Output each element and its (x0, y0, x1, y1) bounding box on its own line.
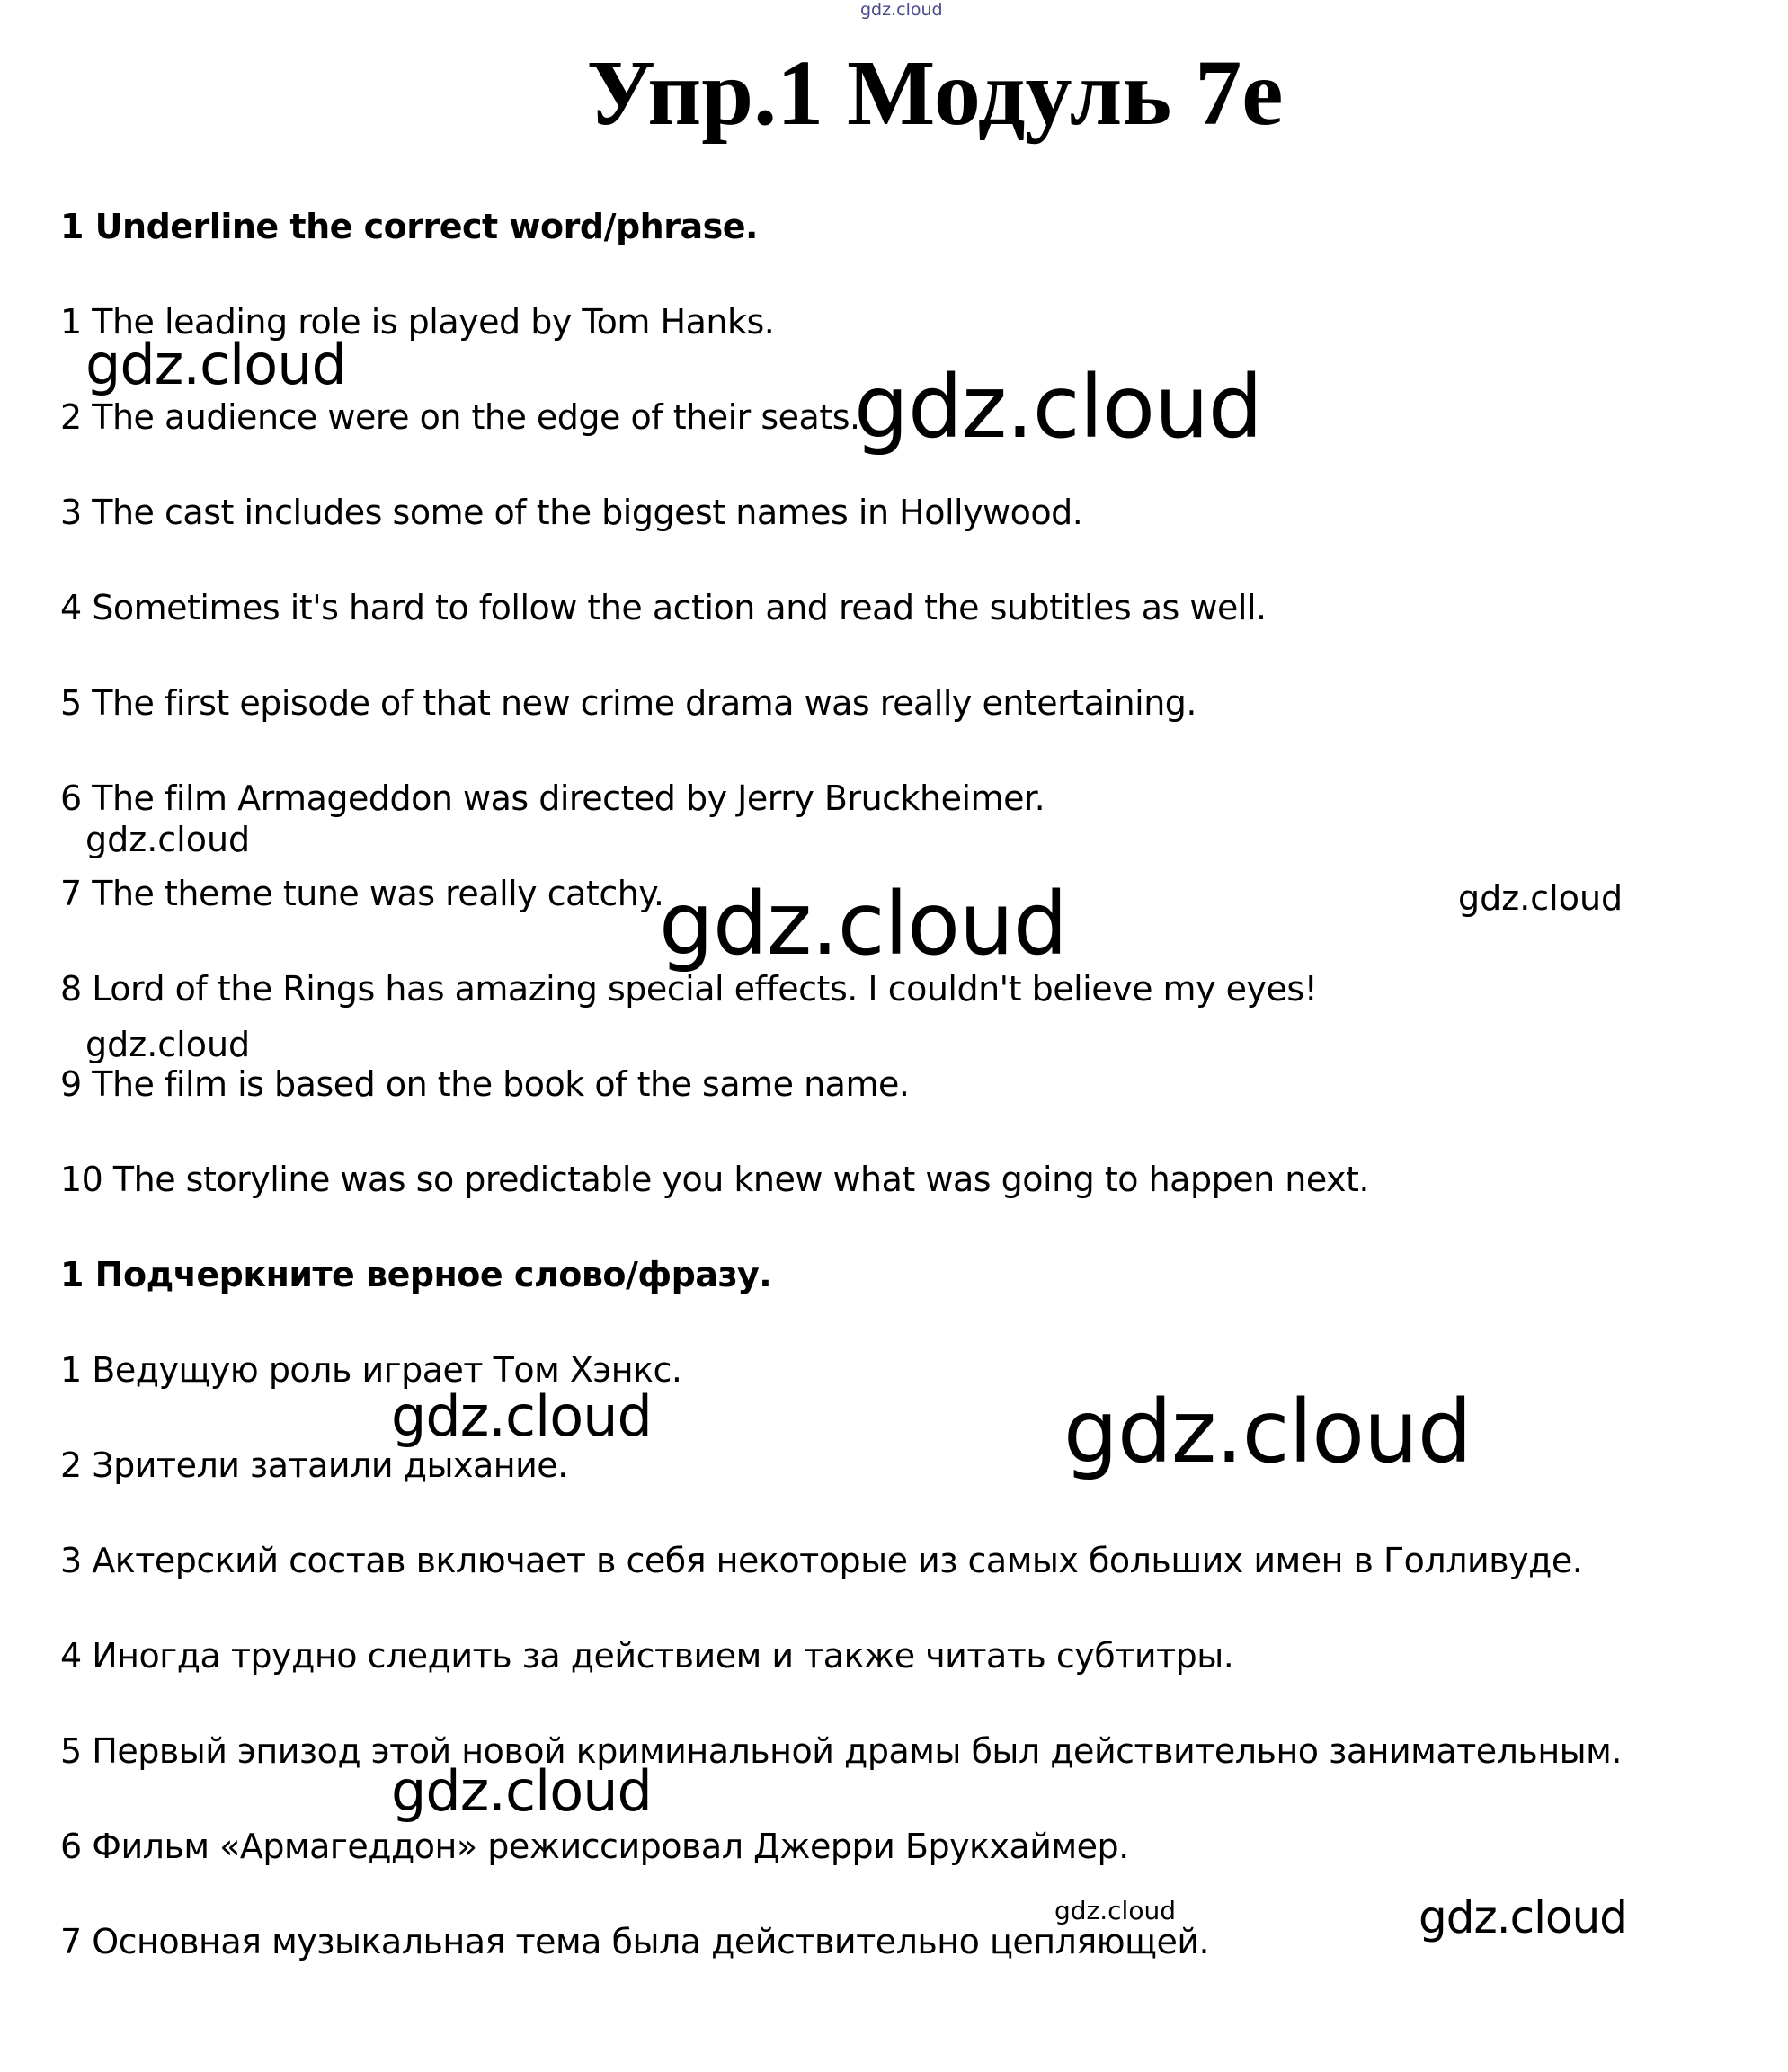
english-instruction-heading: 1 Underline the correct word/phrase. (60, 207, 758, 246)
top-watermark: gdz.cloud (860, 0, 943, 20)
russian-sentence-7: 7 Основная музыкальная тема была действительно цепляющей. (60, 1922, 1210, 1961)
english-sentence-6: 6 The film Armageddon was directed by Jerry Bruckheimer. (60, 778, 1045, 818)
english-sentence-9: 9 The film is based on the book of the same name. (60, 1064, 910, 1104)
russian-instruction-heading: 1 Подчеркните верное слово/фразу. (60, 1255, 772, 1294)
page-title: Упр.1 Модуль 7е (586, 41, 1284, 145)
russian-sentence-2: 2 Зрители затаили дыхание. (60, 1445, 568, 1485)
watermark: gdz.cloud (85, 332, 346, 397)
english-sentence-10: 10 The storyline was so predictable you knew what was going to happen next. (60, 1160, 1370, 1199)
english-sentence-3: 3 The cast includes some of the biggest names in Hollywood. (60, 493, 1083, 532)
watermark: gdz.cloud (854, 357, 1262, 458)
english-sentence-8: 8 Lord of the Rings has amazing special effects. I couldn't believe my eyes! (60, 969, 1318, 1009)
watermark: gdz.cloud (1419, 1891, 1628, 1943)
russian-sentence-3: 3 Актерский состав включает в себя некоторые из самых больших имен в Голливуде. (60, 1541, 1583, 1580)
watermark: gdz.cloud (659, 874, 1067, 974)
russian-sentence-5: 5 Первый эпизод этой новой криминальной драмы был действительно занимательным. (60, 1731, 1622, 1771)
watermark: gdz.cloud (391, 1758, 652, 1824)
watermark: gdz.cloud (1458, 878, 1623, 918)
russian-sentence-1: 1 Ведущую роль играет Том Хэнкс. (60, 1350, 682, 1390)
watermark: gdz.cloud (85, 1025, 251, 1064)
russian-sentence-6: 6 Фильм «Армагеддон» режиссировал Джерри Брукхаймер. (60, 1827, 1129, 1866)
watermark: gdz.cloud (1063, 1382, 1472, 1482)
english-sentence-2: 2 The audience were on the edge of their seats. (60, 397, 860, 437)
russian-sentence-4: 4 Иногда трудно следить за действием и также читать субтитры. (60, 1636, 1234, 1676)
english-sentence-1: 1 The leading role is played by Tom Hanks. (60, 302, 775, 342)
english-sentence-5: 5 The first episode of that new crime drama was really entertaining. (60, 683, 1196, 723)
watermark: gdz.cloud (1054, 1896, 1176, 1925)
watermark: gdz.cloud (391, 1383, 652, 1449)
english-sentence-7: 7 The theme tune was really catchy. (60, 874, 664, 913)
watermark: gdz.cloud (85, 820, 251, 859)
english-sentence-4: 4 Sometimes it's hard to follow the action and read the subtitles as well. (60, 588, 1267, 627)
